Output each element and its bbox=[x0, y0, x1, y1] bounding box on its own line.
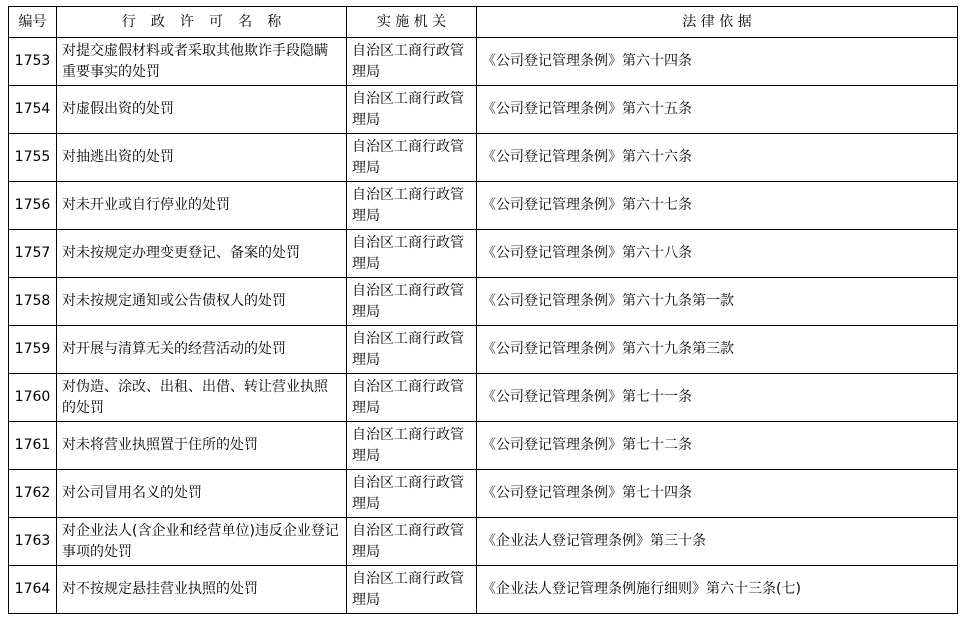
cell-id: 1761 bbox=[9, 422, 57, 470]
cell-id: 1755 bbox=[9, 134, 57, 182]
cell-legal-basis: 《公司登记管理条例》第六十六条 bbox=[477, 134, 958, 182]
cell-permit-name: 对未按规定通知或公告债权人的处罚 bbox=[57, 278, 347, 326]
table-row bbox=[9, 230, 958, 278]
cell-authority: 自治区工商行政管理局 bbox=[347, 326, 477, 374]
column-header-org-label: 实 施 机 关 bbox=[376, 13, 447, 30]
cell-legal-basis: 《企业法人登记管理条例》第三十条 bbox=[477, 518, 958, 566]
cell-authority: 自治区工商行政管理局 bbox=[347, 38, 477, 86]
table-row bbox=[9, 278, 958, 326]
cell-authority: 自治区工商行政管理局 bbox=[347, 566, 477, 614]
cell-legal-basis: 《公司登记管理条例》第六十八条 bbox=[477, 230, 958, 278]
table-header bbox=[9, 7, 958, 38]
cell-permit-name: 对公司冒用名义的处罚 bbox=[57, 470, 347, 518]
table-row bbox=[9, 38, 958, 86]
column-header-name-label: 行 政 许 可 名 称 bbox=[121, 13, 287, 30]
cell-legal-basis: 《公司登记管理条例》第六十七条 bbox=[477, 182, 958, 230]
cell-id: 1760 bbox=[9, 374, 57, 422]
cell-legal-basis: 《公司登记管理条例》第七十四条 bbox=[477, 470, 958, 518]
cell-permit-name: 对未将营业执照置于住所的处罚 bbox=[57, 422, 347, 470]
table-row bbox=[9, 566, 958, 614]
column-header-basis-label: 法 律 依 据 bbox=[682, 13, 752, 30]
cell-id: 1762 bbox=[9, 470, 57, 518]
cell-authority: 自治区工商行政管理局 bbox=[347, 470, 477, 518]
cell-id: 1763 bbox=[9, 518, 57, 566]
column-header-id-label: 编号 bbox=[18, 13, 47, 30]
cell-authority: 自治区工商行政管理局 bbox=[347, 230, 477, 278]
table-row bbox=[9, 86, 958, 134]
column-header-name bbox=[57, 7, 347, 38]
cell-id: 1753 bbox=[9, 38, 57, 86]
cell-legal-basis: 《公司登记管理条例》第六十五条 bbox=[477, 86, 958, 134]
table-row bbox=[9, 470, 958, 518]
cell-authority: 自治区工商行政管理局 bbox=[347, 86, 477, 134]
table-row bbox=[9, 374, 958, 422]
cell-legal-basis: 《公司登记管理条例》第六十九条第三款 bbox=[477, 326, 958, 374]
cell-authority: 自治区工商行政管理局 bbox=[347, 518, 477, 566]
cell-authority: 自治区工商行政管理局 bbox=[347, 182, 477, 230]
administrative-permit-table bbox=[8, 6, 958, 614]
cell-legal-basis: 《公司登记管理条例》第七十二条 bbox=[477, 422, 958, 470]
cell-legal-basis: 《公司登记管理条例》第七十一条 bbox=[477, 374, 958, 422]
column-header-org bbox=[347, 7, 477, 38]
table-row bbox=[9, 134, 958, 182]
cell-authority: 自治区工商行政管理局 bbox=[347, 374, 477, 422]
cell-legal-basis: 《企业法人登记管理条例施行细则》第六十三条(七) bbox=[477, 566, 958, 614]
cell-id: 1757 bbox=[9, 230, 57, 278]
cell-id: 1758 bbox=[9, 278, 57, 326]
cell-permit-name: 对提交虚假材料或者采取其他欺诈手段隐瞒重要事实的处罚 bbox=[57, 38, 347, 86]
table-row bbox=[9, 422, 958, 470]
cell-id: 1754 bbox=[9, 86, 57, 134]
table-header-row bbox=[9, 7, 958, 38]
cell-permit-name: 对伪造、涂改、出租、出借、转让营业执照的处罚 bbox=[57, 374, 347, 422]
cell-permit-name: 对开展与清算无关的经营活动的处罚 bbox=[57, 326, 347, 374]
cell-permit-name: 对企业法人(含企业和经营单位)违反企业登记事项的处罚 bbox=[57, 518, 347, 566]
cell-permit-name: 对不按规定悬挂营业执照的处罚 bbox=[57, 566, 347, 614]
cell-id: 1764 bbox=[9, 566, 57, 614]
cell-authority: 自治区工商行政管理局 bbox=[347, 134, 477, 182]
cell-legal-basis: 《公司登记管理条例》第六十四条 bbox=[477, 38, 958, 86]
table-row bbox=[9, 326, 958, 374]
cell-id: 1756 bbox=[9, 182, 57, 230]
cell-permit-name: 对抽逃出资的处罚 bbox=[57, 134, 347, 182]
cell-authority: 自治区工商行政管理局 bbox=[347, 422, 477, 470]
table-body bbox=[9, 38, 958, 614]
column-header-basis bbox=[477, 7, 958, 38]
cell-legal-basis: 《公司登记管理条例》第六十九条第一款 bbox=[477, 278, 958, 326]
column-header-id bbox=[9, 7, 57, 38]
cell-id: 1759 bbox=[9, 326, 57, 374]
table-row bbox=[9, 518, 958, 566]
table-row bbox=[9, 182, 958, 230]
cell-permit-name: 对未按规定办理变更登记、备案的处罚 bbox=[57, 230, 347, 278]
cell-permit-name: 对未开业或自行停业的处罚 bbox=[57, 182, 347, 230]
cell-authority: 自治区工商行政管理局 bbox=[347, 278, 477, 326]
cell-permit-name: 对虚假出资的处罚 bbox=[57, 86, 347, 134]
